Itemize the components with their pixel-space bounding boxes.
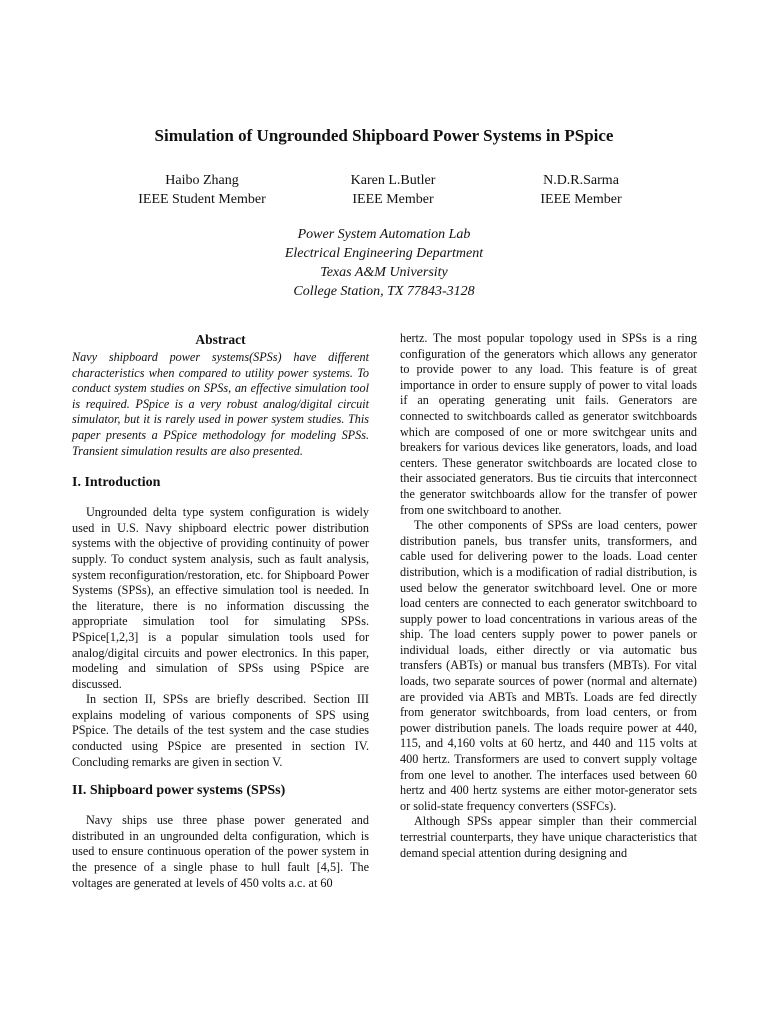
affiliation-block [0,225,768,301]
author-name: N.D.R.Sarma [543,173,619,188]
paragraph: Although SPSs appear simpler than their commercial terrestrial counterparts, they have unique characteristics that demand special attention during designing and [400,814,697,860]
left-column [72,330,369,891]
author-role: IEEE Member [540,192,622,207]
right-column [400,331,697,861]
paragraph: hertz. The most popular topology used in SPSs is a ring configuration of the generators which allows any generator to provide power to any load. This feature is of great importance in order to ensure supply of power to vital loads if an operating generating unit fails. Generators are connected to switchboards called as generator switchboards which are composed of one or more switchgear units and breakers for various devices like generators, loads, and load centers. These generator switchboards are located close to their associated generators. Bus tie circuits that interconnect the generator switchboards allow for the transfer of power from one switchboard to another. [400,331,697,517]
abstract-heading: Abstract [195,332,246,347]
author-name: Haibo Zhang [165,173,239,188]
paragraph: In section II, SPSs are briefly described. Section III explains modeling of various components of SPS using PSpice. The details of the test system and the case studies conducted using PSpice are presented in section IV. Concluding remarks are given in section V. [72,692,369,769]
section-heading-shipboard-power-systems: II. Shipboard power systems (SPSs) [72,783,286,799]
paragraph: Navy ships use three phase power generated and distributed in an ungrounded delta configuration, which is used to ensure continuous operation of the power system in the presence of a single phase to hull fault [4,5]. The voltages are generated at levels of 450 volts a.c. at 60 [72,813,369,890]
author-block [313,171,473,209]
author-block [122,171,282,209]
affiliation-address: College Station, TX 77843-3128 [293,284,475,299]
affiliation-department: Electrical Engineering Department [284,246,484,261]
affiliation-university: Texas A&M University [320,265,448,280]
author-name: Karen L.Butler [350,173,436,188]
paragraph: The other components of SPSs are load centers, power distribution panels, bus transfer units, transformers, and cable used for delivering power to the loads. Load center distribution, which is a modification of radial distribution, is used below the generator switchboard level. One or more load centers are connected to each generator switchboard to supply power to load concentrations in various areas of the ship. The load centers supply power to power panels or individual loads, either directly or via automatic bus transfers (ABTs) or manual bus transfers (MBTs). For vital loads, two separate sources of power (normal and alternate) are provided via ABTs and MBTs. Loads are fed directly from generator switchboards, from load centers, or from power distribution panels. The loads require power at 440, 115, and 4,160 volts at 60 hertz, and 440 and 115 volts at 400 hertz. Transformers are used to convert supply voltage from one level to another. The interfaces used between 60 hertz and 400 hertz systems are either motor-generator sets or solid-state frequency converters (SSFCs). [400,518,697,813]
paper-title: Simulation of Ungrounded Shipboard Power Systems in PSpice [154,126,614,145]
paragraph: Ungrounded delta type system configuration is widely used in U.S. Navy shipboard electric power distribution systems with the objective of providing continuity of power supply. To conduct system analysis, such as fault analysis, system reconfiguration/restoration, etc. for Shipboard Power Systems (SPSs), an effective simulation tool is needed. In the literature, there is no information discussing the appropriate simulation tool for simulating SPSs. PSpice[1,2,3] is a popular simulation tools used for analog/digital circuits and power electronics. In this paper, modeling and simulation of SPSs using PSpice are discussed. [72,505,369,691]
author-role: IEEE Member [352,192,434,207]
abstract-text: Navy shipboard power systems(SPSs) have different characteristics when compared to utility power systems. To conduct system studies on SPSs, an effective simulation tool is required. PSpice is a very robust analog/digital circuit simulator, but it is rarely used in power system studies. This paper presents a PSpice methodology for modeling SPSs. Transient simulation results are also presented. [72,350,369,458]
section-heading-introduction: I. Introduction [72,475,161,491]
author-block [501,171,661,209]
affiliation-lab: Power System Automation Lab [297,227,471,242]
author-role: IEEE Student Member [138,192,266,207]
